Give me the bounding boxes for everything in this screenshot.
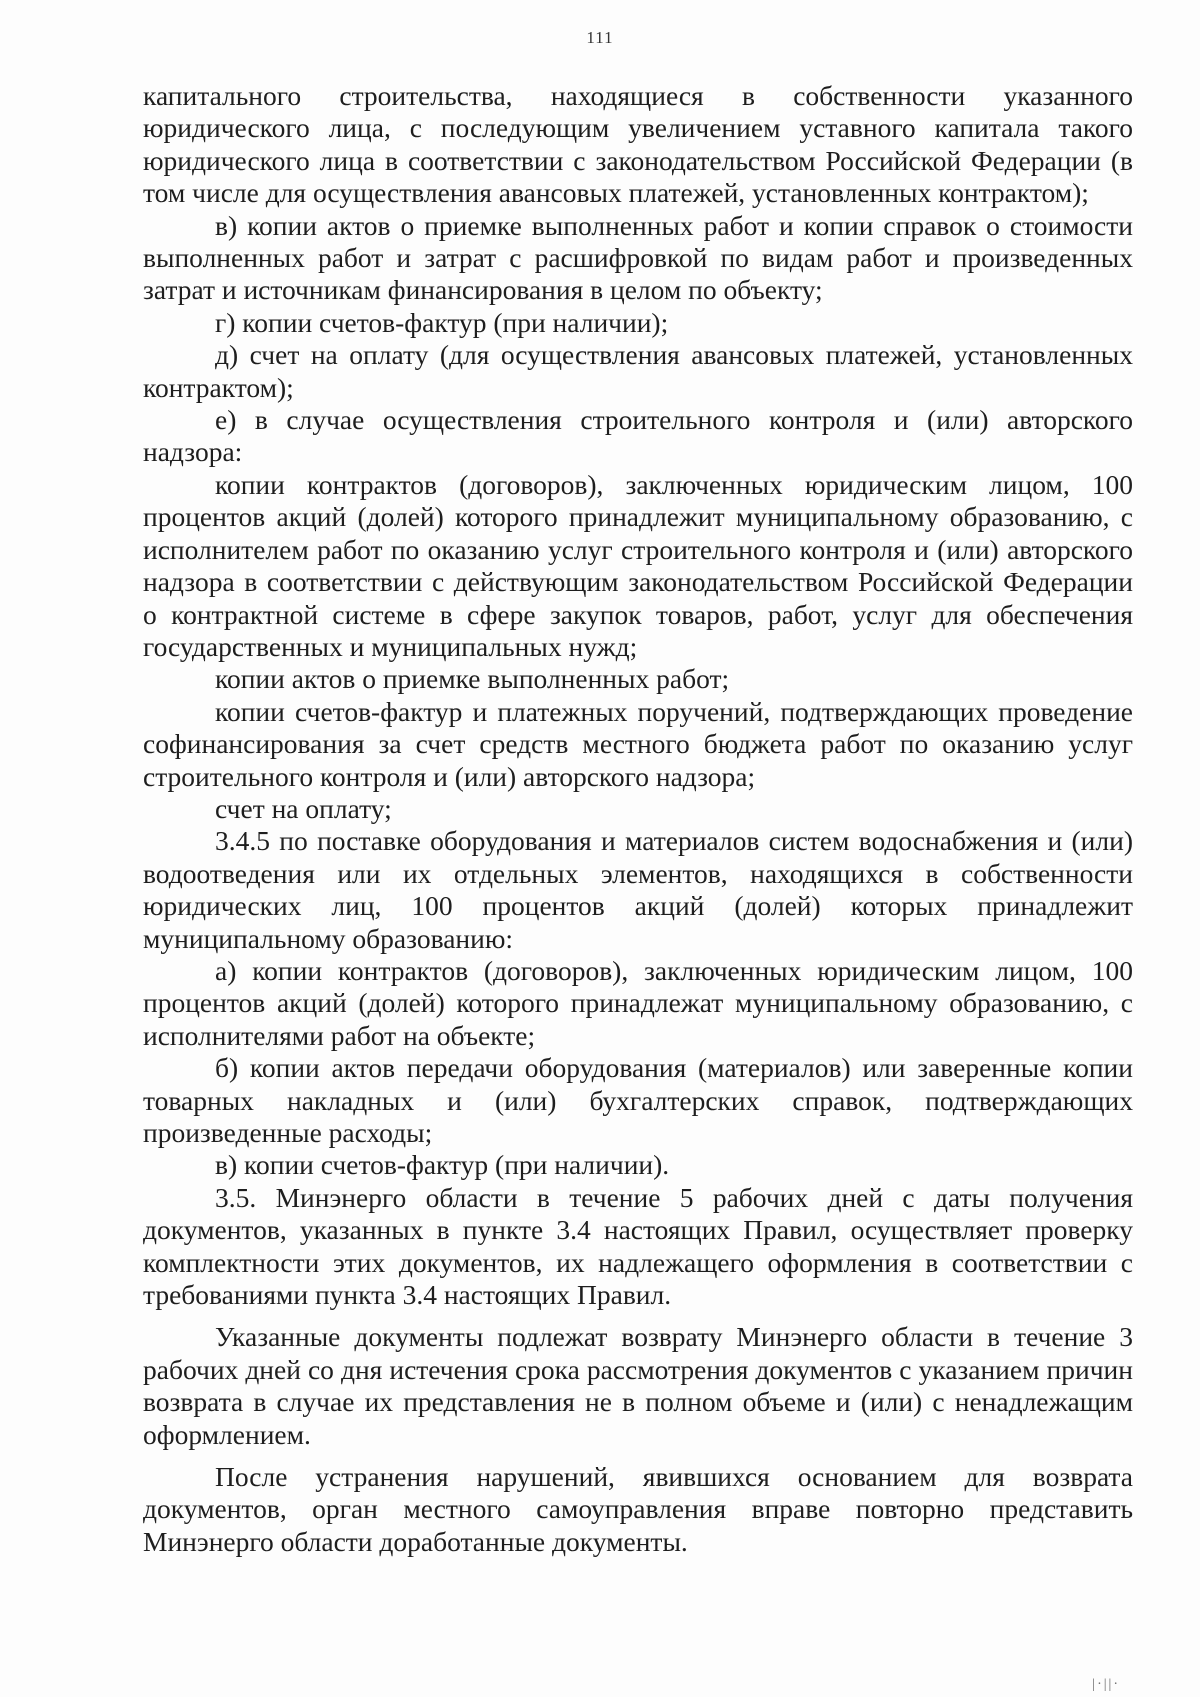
scan-corner-mark: |·||· — [1092, 1677, 1120, 1692]
paragraph: 3.4.5 по поставке оборудования и материалов систем водоснабжения и (или) водоотведения или их отдельных элементов, находящихся в собственности юридических лиц, 100 процентов акций (долей) которых принадлежит муниципальному образованию: — [143, 825, 1133, 954]
paragraph: копии актов о приемке выполненных работ; — [215, 663, 730, 695]
paragraph: 3.5. Минэнерго области в течение 5 рабочих дней с даты получения документов, указанных в пункте 3.4 настоящих Правил, осуществляет проверку комплектности этих документов, их надлежащего оформления в соответствии с требованиями пункта 3.4 настоящих Правил. — [143, 1181, 1133, 1311]
paragraph: а) копии контрактов (договоров), заключенных юридическим лицом, 100 процентов акций (долей) которого принадлежат муниципальному образованию, с исполнителями работ на объекте; — [143, 954, 1133, 1051]
paragraph: Указанные документы подлежат возврату Минэнерго области в течение 3 рабочих дней со дня истечения срока рассмотрения документов с указанием причин возврата в случае их представления не в полном объеме и (или) с ненадлежащим оформлением. — [143, 1321, 1133, 1450]
paragraph: счет на оплату; — [215, 792, 392, 824]
document-body — [143, 80, 1133, 1558]
paragraph: б) копии актов передачи оборудования (материалов) или заверенные копии товарных накладных и (или) бухгалтерских справок, подтверждающих произведенные расходы; — [143, 1052, 1133, 1148]
paragraph: в) копии актов о приемке выполненных работ и копии справок о стоимости выполненных работ и затрат с расшифровкой по видам работ и произведенных затрат и источникам финансирования в целом по объекту; — [143, 209, 1133, 306]
paragraph: После устранения нарушений, явившихся основанием для возврата документов, орган местного самоуправления вправе повторно представить Минэнерго области доработанные документы. — [143, 1461, 1133, 1557]
paragraph: копии счетов-фактур и платежных поручений, подтверждающих проведение софинансирования за счет средств местного бюджета работ по оказанию услуг строительного контроля и (или) авторского надзора; — [143, 695, 1133, 792]
paragraph: г) копии счетов-фактур (при наличии); — [215, 306, 669, 338]
paragraph: копии контрактов (договоров), заключенных юридическим лицом, 100 процентов акций (долей) которого принадлежит муниципальному образованию, с исполнителем работ по оказанию услуг строительного контроля и (или) авторского надзора в соответствии с действующим законодательством Российской Федерации о контрактной системе в сфере закупок товаров, работ, услуг для обеспечения государственных и муниципальных нужд; — [143, 468, 1133, 662]
paragraph: в) копии счетов-фактур (при наличии). — [215, 1149, 670, 1181]
paragraph: е) в случае осуществления строительного контроля и (или) авторского надзора: — [143, 404, 1133, 468]
paragraph: д) счет на оплату (для осуществления авансовых платежей, установленных контрактом); — [143, 339, 1133, 403]
page-number: 111 — [586, 28, 614, 47]
paragraph: капитального строительства, находящиеся в собственности указанного юридического лица, с последующим увеличением уставного капитала такого юридического лица в соответствии с законодательством Российской Федерации (в том числе для осуществления авансовых платежей, установленных контрактом); — [143, 80, 1133, 209]
